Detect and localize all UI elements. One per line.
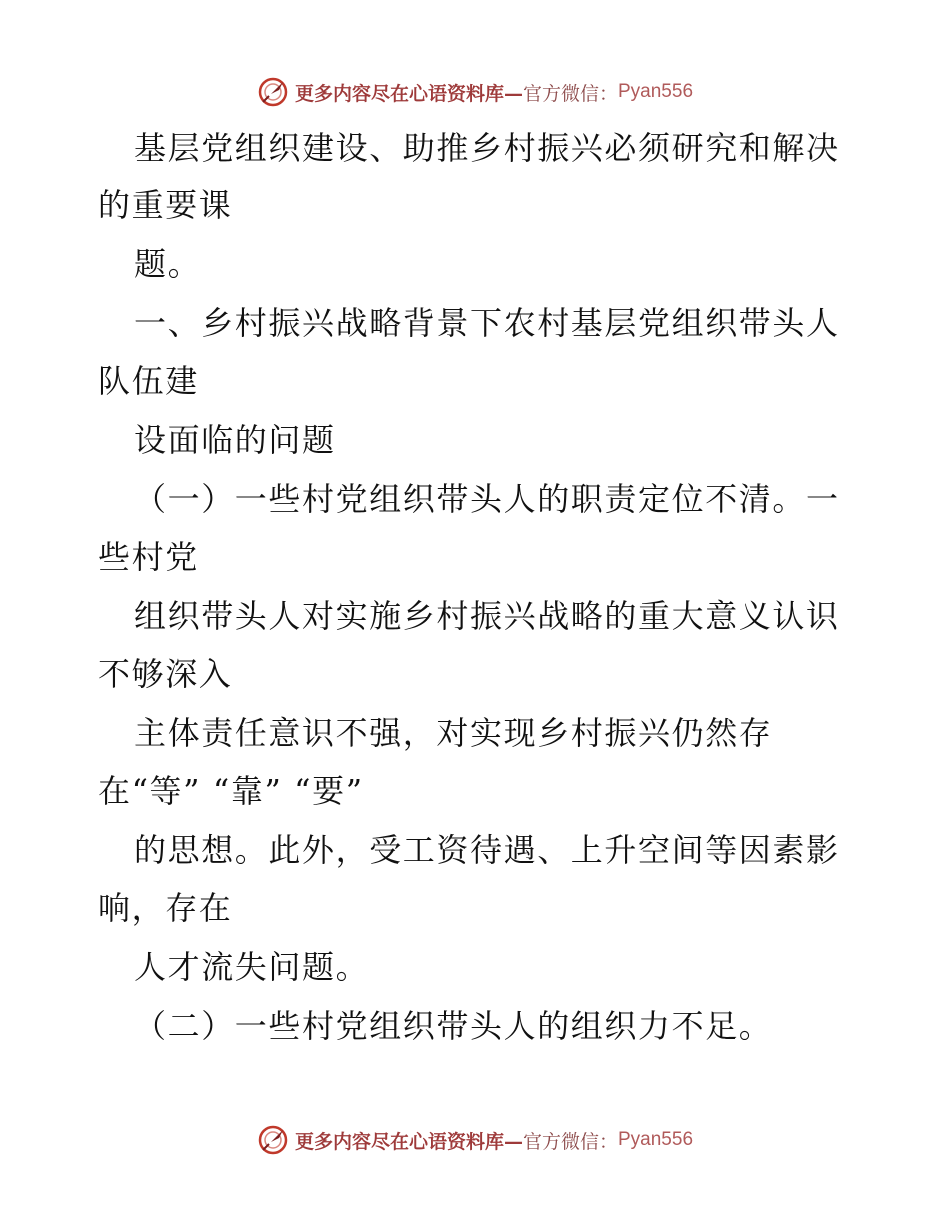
body-line: 的重要课 xyxy=(98,186,233,224)
watermark-wechat-id: Pyan556 xyxy=(618,1129,694,1150)
body-line: 些村党 xyxy=(98,538,199,576)
body-line: 基层党组织建设、助推乡村振兴必须研究和解决 xyxy=(134,129,840,167)
body-line: 在“等” “靠” “要” xyxy=(98,772,364,810)
footer-watermark xyxy=(0,1120,950,1160)
watermark-wechat-label: 官方微信： xyxy=(522,82,618,105)
watermark-wechat-label: 官方微信： xyxy=(522,1130,618,1153)
body-line: 队伍建 xyxy=(98,362,199,400)
body-line: 的思想。此外，受工资待遇、上升空间等因素影 xyxy=(134,831,840,869)
subsection-heading: （一）一些村党组织带头人的职责定位不清。一 xyxy=(134,480,840,518)
body-line: 人才流失问题。 xyxy=(134,948,370,986)
subsection-heading: （二）一些村党组织带头人的组织力不足。 xyxy=(134,1007,773,1045)
section-heading: 一、乡村振兴战略背景下农村基层党组织带头人 xyxy=(134,304,840,342)
body-line: 不够深入 xyxy=(98,655,233,693)
watermark-brand-text: 更多内容尽在心语资料库— xyxy=(294,1130,523,1153)
header-watermark xyxy=(0,72,950,112)
watermark-brand-text: 更多内容尽在心语资料库— xyxy=(294,82,523,105)
body-line: 响，存在 xyxy=(98,889,233,927)
body-line: 题。 xyxy=(134,245,202,283)
body-line: 设面临的问题 xyxy=(134,421,336,459)
quill-logo-icon xyxy=(257,76,289,108)
watermark-wechat-id: Pyan556 xyxy=(618,81,694,102)
quill-logo-icon xyxy=(257,1124,289,1156)
body-line: 组织带头人对实施乡村振兴战略的重大意义认识 xyxy=(134,597,840,635)
body-line: 主体责任意识不强，对实现乡村振兴仍然存 xyxy=(134,714,773,752)
